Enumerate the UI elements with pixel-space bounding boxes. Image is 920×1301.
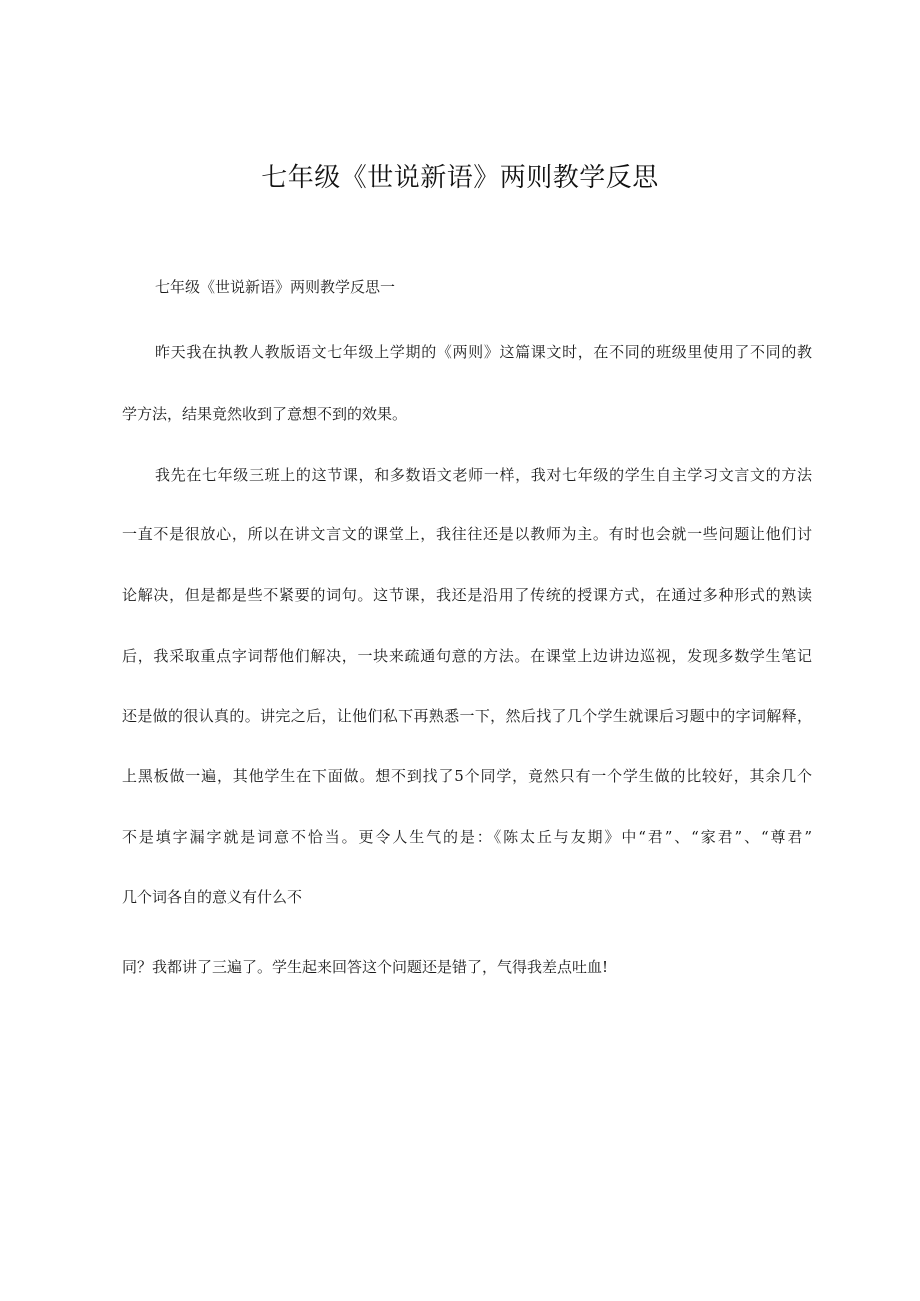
- paragraph-2-line-2: 一直不是很放心，所以在讲文言文的课堂上，我往往还是以教师为主。有时也会就一些问题让他们讨: [122, 525, 812, 543]
- section-heading: 七年级《世说新语》两则教学反思一: [155, 278, 396, 296]
- paragraph-2-line-4: 后，我采取重点字词帮他们解决，一块来疏通句意的方法。在课堂上边讲边巡视，发现多数学生笔记: [122, 647, 812, 665]
- paragraph-2-line-8: 几个词各自的意义有什么不: [122, 888, 303, 906]
- paragraph-2-line-6: 上黑板做一遍，其他学生在下面做。想不到找了5个同学，竟然只有一个学生做的比较好，其余几个: [122, 767, 812, 785]
- paragraph-2-line-5: 还是做的很认真的。讲完之后，让他们私下再熟悉一下，然后找了几个学生就课后习题中的字词解释，: [122, 707, 812, 725]
- paragraph-2-line-7: 不是填字漏字就是词意不恰当。更令人生气的是：《陈太丘与友期》中“君”、“家君”、“尊君”: [122, 828, 812, 846]
- paragraph-2-line-1: 我先在七年级三班上的这节课，和多数语文老师一样，我对七年级的学生自主学习文言文的方法: [155, 466, 812, 484]
- paragraph-1-line-2: 学方法，结果竟然收到了意想不到的效果。: [122, 405, 408, 423]
- paragraph-1-line-1: 昨天我在执教人教版语文七年级上学期的《两则》这篇课文时，在不同的班级里使用了不同的教: [155, 343, 812, 361]
- paragraph-2-line-3: 论解决，但是都是些不紧要的词句。这节课，我还是沿用了传统的授课方式，在通过多种形式的熟读: [122, 586, 812, 604]
- document-title: 七年级《世说新语》两则教学反思: [261, 163, 659, 193]
- paragraph-3-line-1: 同？我都讲了三遍了。学生起来回答这个问题还是错了，气得我差点吐血!: [122, 958, 609, 976]
